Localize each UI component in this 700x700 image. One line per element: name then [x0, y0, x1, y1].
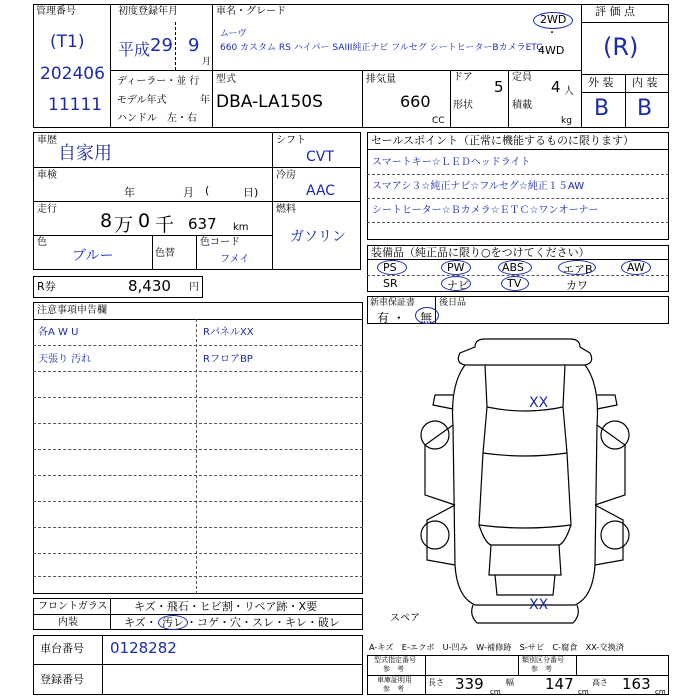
door-label: ドア [453, 72, 473, 83]
color-change-label: 色替 [155, 248, 175, 259]
load-unit: kg [561, 116, 572, 126]
circle-abs [498, 260, 532, 275]
mgmt-num: 11111 [48, 95, 103, 115]
aircon-value: AAC [306, 183, 336, 199]
circle-pw [441, 260, 471, 275]
inspection-year: 年 [124, 186, 135, 199]
model-name: ムーヴ [220, 29, 247, 39]
first-reg-month: 9 [188, 35, 200, 56]
mileage-sen-unit: 千 [155, 214, 175, 236]
chassis-value: 0128282 [110, 639, 177, 657]
class-spec-label: 類別区分番号 [522, 656, 564, 664]
grade-label: 評 価 点 [595, 5, 635, 18]
circle-ps [377, 260, 407, 275]
note-line: 各A W U [38, 327, 79, 338]
selling-point-line: シートヒーター☆Ｂカメラ☆ＥＴＣ☆ワンオーナー [372, 205, 599, 216]
equip-airbag: エアB [563, 263, 593, 276]
shift-label: シフト [276, 135, 306, 146]
fuel-label: 燃料 [276, 204, 296, 215]
height-value: 163 [622, 675, 651, 693]
drive-4wd: 4WD [538, 44, 565, 57]
mileage-man: 8 [100, 210, 113, 232]
equip-tv: TV [507, 277, 522, 290]
circle-warranty-none [415, 307, 439, 324]
interior-post: ・コゲ・穴・スレ・キレ・破レ [186, 616, 340, 629]
inspection-day: 日) [243, 186, 259, 199]
equip-ps: PS [383, 261, 397, 274]
height-unit: cm [655, 688, 666, 696]
mileage-unit: km [233, 222, 249, 233]
recycle-label: R券 [37, 280, 56, 293]
model-year-label: モデル年式 [117, 95, 167, 106]
displacement-unit: CC [432, 116, 445, 126]
warranty-label: 新車保証書 [370, 298, 416, 308]
equip-abs: ABS [502, 261, 524, 274]
chassis-label: 車台番号 [40, 642, 84, 655]
type-label: 型式 [216, 74, 236, 85]
capacity-value: 4 [551, 78, 561, 96]
ext-grade: B [594, 96, 610, 121]
recycle-box [33, 276, 203, 298]
type-value: DBA-LA150S [216, 92, 323, 112]
door-value: 5 [494, 78, 504, 96]
color-label: 色 [37, 237, 47, 248]
windshield-label: フロントガラス [38, 601, 108, 612]
windshield-items: キズ・飛石・ヒビ割・リペア跡・X要 [134, 600, 318, 613]
warranty-options: 有 ・ [377, 311, 405, 325]
equip-sr: SR [383, 277, 398, 290]
equipment-label: 装備品（純正品に限り○をつけてください） [371, 246, 590, 259]
mileage-rest: 637 [188, 215, 217, 233]
recycle-unit: 円 [189, 282, 199, 293]
fuel-value: ガソリン [290, 229, 346, 245]
spare-label: スペア [390, 613, 420, 624]
cert-label: 車庫証明用 [377, 676, 412, 684]
type-spec-sub: 参 考 [383, 665, 404, 673]
diagram-bottom-mark: XX [529, 597, 549, 613]
circle-navi [441, 276, 471, 291]
circle-tv [501, 276, 529, 291]
history-label: 車歴 [37, 135, 57, 146]
length-unit: cm [490, 688, 501, 696]
recycle-value: 8,430 [128, 277, 171, 295]
type-spec-label: 型式指定番号 [374, 656, 416, 664]
aircon-label: 冷房 [276, 170, 296, 181]
equip-pw: PW [447, 261, 465, 274]
selling-point-line: スマアシ３☆純正ナビ☆フルセグ☆純正１５AW [372, 181, 585, 192]
note-line: RフロアBP [203, 354, 253, 365]
class-spec-sub: 参 考 [531, 665, 552, 673]
first-reg-year: 29 [150, 35, 173, 56]
note-line: 天張り 汚れ [38, 354, 92, 365]
equip-leather: カワ [566, 279, 588, 292]
circle-aw [621, 260, 651, 275]
mileage-label: 走行 [37, 204, 57, 215]
ext-label: 外 装 [588, 76, 614, 89]
equip-navi: ナビ [447, 279, 469, 292]
height-label: 高さ [592, 678, 608, 687]
inspection-month: 月 [183, 186, 194, 199]
circle-airbag [558, 260, 596, 275]
width-label: 幅 [506, 678, 514, 687]
interior-label: 内装 [58, 617, 78, 628]
selling-points-label: セールスポイント（正常に機能するものに限ります） [371, 134, 635, 147]
mgmt-code: (T1) [50, 32, 85, 52]
shape-label: 形状 [453, 100, 473, 111]
notes-label: 注意事項申告欄 [37, 305, 107, 316]
color-value: ブルー [72, 248, 114, 264]
equip-aw: AW [627, 261, 645, 274]
dealer-label: ディーラー・並 行 [117, 76, 200, 87]
drive-2wd: 2WD [540, 13, 567, 26]
interior-pre: キズ・ [124, 616, 157, 629]
model-name-label: 車名・グレード [216, 6, 286, 17]
length-label: 長さ [428, 678, 444, 687]
model-year-unit: 年 [200, 95, 210, 106]
first-reg-month-unit: 月 [202, 57, 212, 67]
width-unit: cm [578, 688, 589, 696]
mileage-sen: 0 [138, 210, 151, 232]
later-label: 後日品 [439, 298, 467, 308]
cert-sub: 参 考 [383, 685, 404, 693]
displacement-label: 排気量 [366, 74, 396, 85]
first-reg-era: 平成 [118, 40, 151, 59]
grade-score: (R) [603, 33, 639, 61]
color-code: フメイ [220, 254, 250, 265]
color-code-label: 色コード [200, 237, 240, 248]
note-line: RパネルXX [203, 327, 254, 338]
interior-circled: 汚レ [162, 616, 184, 629]
first-reg-label: 初度登録年月 [118, 6, 178, 17]
load-label: 積載 [512, 100, 532, 111]
warranty-none: 無 [420, 311, 433, 325]
mgmt-label: 管理番号 [36, 6, 76, 17]
capacity-label: 定員 [512, 72, 532, 83]
damage-legend: A-キズ E-エクボ U-凹み W-補修跡 S-サビ C-腐食 XX-交換済 [369, 642, 624, 652]
int-label: 内 装 [632, 76, 658, 89]
drive-dot: ・ [547, 28, 557, 39]
mgmt-lot: 202406 [40, 64, 105, 84]
mileage-man-unit: 万 [114, 214, 134, 236]
width-value: 147 [545, 675, 574, 693]
circle-interior-dirt [158, 615, 188, 630]
inspection-label: 車検 [37, 170, 57, 181]
handle-label: ハンドル 左・右 [117, 113, 197, 124]
length-value: 339 [455, 675, 484, 693]
shift-value: CVT [306, 149, 334, 165]
selling-point-line: スマートキー☆ＬＥＤヘッドライト [372, 157, 531, 168]
history-value: 自家用 [58, 143, 112, 164]
car-diagram [405, 335, 645, 630]
displacement-value: 660 [400, 92, 431, 111]
inspection-paren: ( [205, 184, 210, 197]
int-grade: B [637, 96, 653, 121]
model-grade: 660 カスタム RS ハイパー SAIII純正ナビ フルセグ シートヒーターBカメラETC [220, 43, 543, 53]
registration-label: 登録番号 [40, 673, 84, 686]
header-section [33, 4, 669, 128]
capacity-unit: 人 [564, 86, 574, 97]
diagram-top-mark: XX [529, 395, 549, 411]
